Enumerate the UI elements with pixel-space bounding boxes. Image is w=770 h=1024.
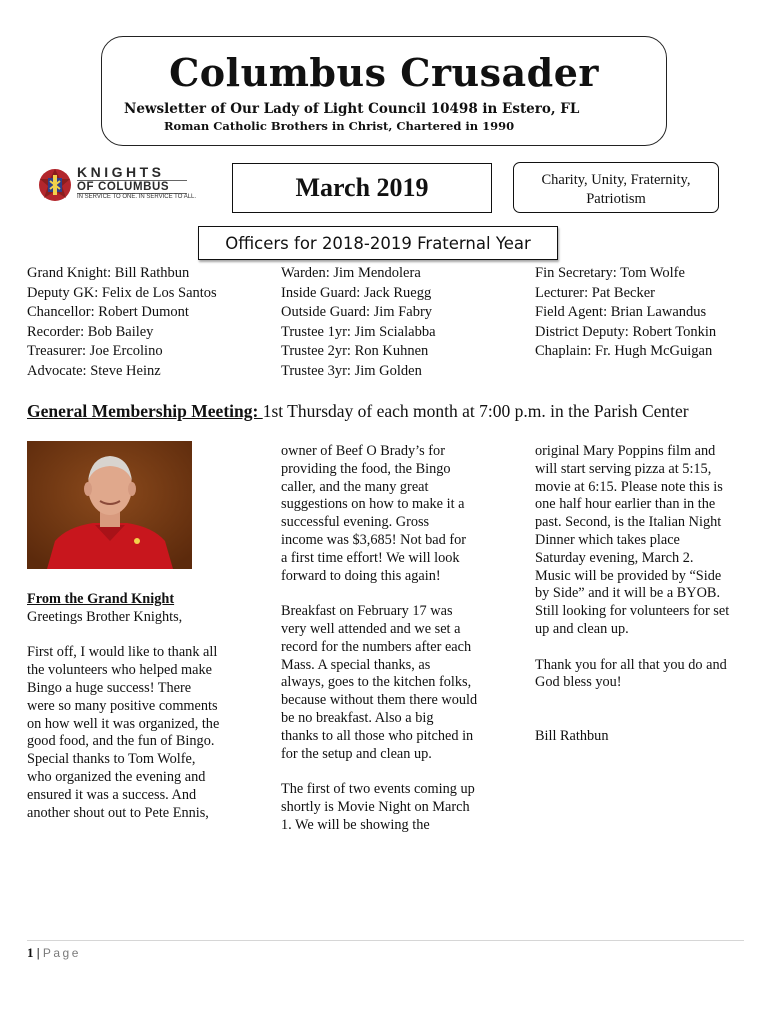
article-column-2 [281, 443, 495, 835]
article-line: up and clean up. [535, 620, 629, 637]
officer-entry: Trustee 1yr: Jim Scialabba [281, 323, 436, 340]
footer-divider [27, 940, 744, 941]
meeting-label: General Membership Meeting: [27, 401, 263, 421]
article-line: always, goes to the kitchen folks, [281, 674, 472, 691]
article-line: income was $3,685! Not bad for [281, 531, 467, 548]
article-column-1 [27, 591, 239, 822]
officer-entry: Treasurer: Joe Ercolino [27, 343, 163, 359]
article-line: because without them there would [281, 692, 478, 709]
officers-column-1 [27, 264, 217, 381]
officer-entry: Fin Secretary: Tom Wolfe [535, 265, 685, 281]
knights-of-columbus-logo [36, 164, 197, 205]
motto-line-1: Charity, Unity, Fraternity, [541, 172, 691, 188]
article-line: good food, and the fun of Bingo. [27, 733, 215, 750]
issue-date: March 2019 [295, 173, 429, 202]
page-label: Page [42, 946, 81, 960]
article-line: Thank you for all that you do and [535, 656, 727, 673]
article-line: caller, and the many great [281, 478, 429, 495]
article-line: First off, I would like to thank all [27, 644, 218, 661]
article-line: Music will be provided by “Side [535, 567, 722, 584]
article-line: past. Second, is the Italian Night [535, 514, 722, 531]
officer-entry: Advocate: Steve Heinz [27, 362, 161, 379]
article-line: another shout out to Pete Ennis, [27, 804, 209, 821]
officer-entry: Trustee 3yr: Jim Golden [281, 362, 422, 379]
newsletter-tagline: Roman Catholic Brothers in Christ, Chartered in 1990 [164, 119, 515, 133]
article-line: Special thanks to Tom Wolfe, [27, 751, 196, 768]
officer-entry: Deputy GK: Felix de Los Santos [27, 284, 217, 301]
footer-separator: | [33, 945, 43, 960]
logo-tagline: IN SERVICE TO ONE. IN SERVICE TO ALL. [77, 194, 197, 200]
article-line: the volunteers who helped make [27, 662, 213, 679]
officer-entry: District Deputy: Robert Tonkin [535, 323, 717, 340]
officers-heading [198, 226, 558, 260]
page-footer [27, 945, 81, 961]
article-line: movie at 6:15. Please note this is [535, 478, 723, 495]
article-line: forward to doing this again! [281, 567, 441, 584]
meeting-info [27, 401, 689, 422]
officer-entry: Warden: Jim Mendolera [281, 265, 421, 281]
article-line: on how well it was organized, the [27, 715, 220, 732]
article-line: thanks to all those who pitched in [281, 727, 474, 744]
motto-box [513, 162, 719, 213]
logo-of-columbus-text: OF COLUMBUS [77, 180, 187, 194]
page-number: 1 [27, 945, 34, 960]
officer-entry: Chancellor: Robert Dumont [27, 304, 189, 320]
officers-column-3 [535, 264, 716, 362]
article-line: were so many positive comments [27, 697, 218, 714]
article-line: God bless you! [535, 674, 622, 691]
meeting-text: 1st Thursday of each month at 7:00 p.m. in the Parish Center [262, 401, 689, 421]
article-line: successful evening. Gross [281, 514, 430, 531]
article-line: 1. We will be showing the [281, 816, 430, 833]
article-line: suggestions on how to make it a [281, 496, 465, 513]
article-line: The first of two events coming up [281, 781, 475, 798]
article-line: will start serving pizza at 5:15, [535, 460, 712, 477]
article-line: Breakfast on February 17 was [281, 603, 453, 620]
newsletter-title: Columbus Crusader [169, 50, 599, 95]
article-line: who organized the evening and [27, 768, 206, 785]
article-line: original Mary Poppins film and [535, 443, 716, 459]
officers-column-2 [281, 264, 436, 381]
newsletter-subtitle: Newsletter of Our Lady of Light Council 10498 in Estero, FL [124, 101, 580, 117]
officer-entry: Inside Guard: Jack Ruegg [281, 284, 432, 301]
article-line: for the setup and clean up. [281, 745, 432, 762]
article-line: very well attended and we set a [281, 620, 461, 637]
article-line: owner of Beef O Brady’s for [281, 443, 445, 459]
article-line: Greetings Brother Knights, [27, 608, 183, 625]
article-line: Mass. A special thanks, as [281, 656, 431, 673]
article-line: by Side” and it will be a BYOB. [535, 585, 721, 602]
article-line: one half hour earlier than in the [535, 496, 716, 513]
knights-emblem-icon [36, 165, 74, 205]
officer-entry: Outside Guard: Jim Fabry [281, 304, 433, 320]
article-line: a first time effort! We will look [281, 549, 460, 566]
officer-entry: Recorder: Bob Bailey [27, 323, 154, 340]
officers-heading-text: Officers for 2018-2019 Fraternal Year [225, 233, 531, 253]
issue-date-box [232, 163, 492, 213]
officer-entry: Chaplain: Fr. Hugh McGuigan [535, 343, 713, 359]
article-line: record for the numbers after each [281, 638, 472, 655]
article-line: providing the food, the Bingo [281, 460, 451, 477]
motto-line-2: Patriotism [586, 191, 646, 207]
article-column-3 [535, 443, 745, 746]
article-line: shortly is Movie Night on March [281, 798, 470, 815]
officer-entry: Trustee 2yr: Ron Kuhnen [281, 343, 429, 359]
masthead [101, 36, 667, 146]
article-signature: Bill Rathbun [535, 727, 609, 744]
article-line: Saturday evening, March 2. [535, 549, 694, 566]
officer-entry: Lecturer: Pat Becker [535, 284, 655, 301]
officer-entry: Grand Knight: Bill Rathbun [27, 265, 190, 281]
article-line: Dinner which takes place [535, 531, 680, 548]
article-line: Bingo a huge success! There [27, 679, 192, 696]
article-heading: From the Grand Knight [27, 591, 175, 607]
article-line: Still looking for volunteers for set [535, 603, 730, 620]
grand-knight-photo [27, 441, 192, 569]
article-line: ensured it was a success. And [27, 786, 197, 803]
logo-knights-text: KNIGHTS [77, 164, 165, 180]
officer-entry: Field Agent: Brian Lawandus [535, 304, 707, 320]
article-line: be no breakfast. Also a big [281, 709, 434, 726]
